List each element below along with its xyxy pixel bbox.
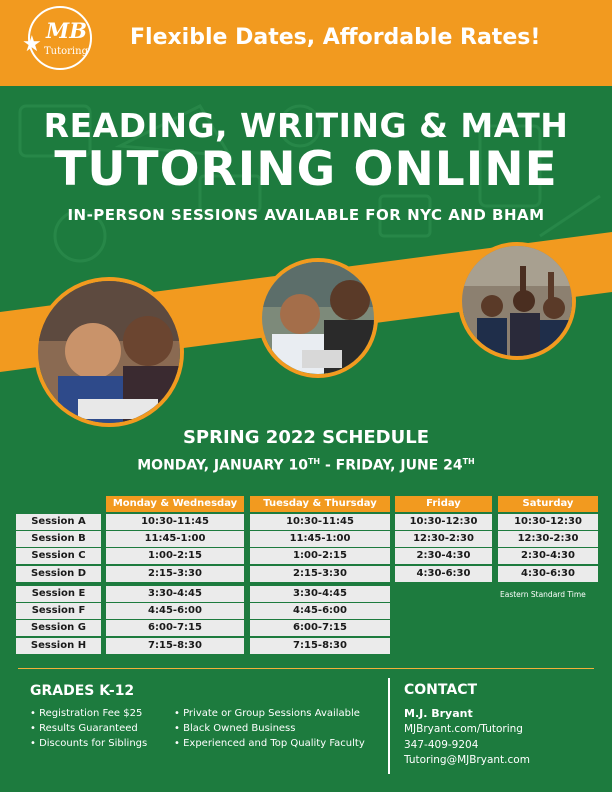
tue-thu-time: 2:15-3:30: [250, 566, 390, 582]
footer-divider: [18, 668, 594, 669]
contact-email-link[interactable]: Tutoring@MJBryant.com: [404, 754, 530, 766]
saturday-time: 2:30-4:30: [498, 548, 598, 564]
dates-end: - FRIDAY, JUNE 24: [320, 457, 463, 474]
list-item: • Experienced and Top Quality Faculty: [174, 738, 365, 749]
headline-subjects: READING, WRITING & MATH: [43, 106, 569, 145]
logo-text: Tutoring: [44, 46, 88, 57]
contact-title: CONTACT: [404, 682, 478, 698]
list-item: • Results Guaranteed: [30, 723, 138, 734]
contact-website-link[interactable]: MJBryant.com/Tutoring: [404, 723, 523, 735]
mon-wed-time: 10:30-11:45: [106, 514, 244, 530]
col-header-friday: Friday: [395, 496, 492, 512]
tue-thu-time: 6:00-7:15: [250, 620, 390, 636]
mon-wed-time: 1:00-2:15: [106, 548, 244, 564]
tue-thu-time: 7:15-8:30: [250, 638, 390, 654]
mon-wed-time: 11:45-1:00: [106, 531, 244, 547]
photo-tutor-reading-with-student: [258, 258, 378, 378]
friday-time: 10:30-12:30: [395, 514, 492, 530]
footer-vertical-divider: [388, 678, 390, 774]
photo-tutor-student-writing: [34, 277, 184, 427]
features-list-right: [174, 706, 365, 751]
mon-wed-time: 6:00-7:15: [106, 620, 244, 636]
session-label: Session D: [16, 566, 101, 582]
schedule-title: SPRING 2022 SCHEDULE: [182, 427, 430, 448]
session-label: Session B: [16, 531, 101, 547]
mon-wed-time: 2:15-3:30: [106, 566, 244, 582]
saturday-time: 4:30-6:30: [498, 566, 598, 582]
session-label: Session F: [16, 603, 101, 619]
mon-wed-time: 4:45-6:00: [106, 603, 244, 619]
logo-initials: MB: [46, 18, 87, 43]
session-label: Session C: [16, 548, 101, 564]
mb-tutoring-logo: [22, 6, 98, 72]
grades-title: GRADES K-12: [30, 683, 135, 699]
list-item: • Discounts for Siblings: [30, 738, 148, 749]
session-label: Session H: [16, 638, 101, 654]
friday-time: 2:30-4:30: [395, 548, 492, 564]
headline-main: TUTORING ONLINE: [54, 142, 558, 197]
mon-wed-time: 7:15-8:30: [106, 638, 244, 654]
tue-thu-time: 10:30-11:45: [250, 514, 390, 530]
saturday-time: 12:30-2:30: [498, 531, 598, 547]
features-list-left: [30, 706, 147, 751]
dates-end-suffix: TH: [462, 457, 475, 466]
tue-thu-time: 4:45-6:00: [250, 603, 390, 619]
tue-thu-time: 1:00-2:15: [250, 548, 390, 564]
session-label: Session A: [16, 514, 101, 530]
col-header-tue-thu: Tuesday & Thursday: [250, 496, 390, 512]
mon-wed-time: 3:30-4:45: [106, 586, 244, 602]
friday-time: 4:30-6:30: [395, 566, 492, 582]
saturday-time: 10:30-12:30: [498, 514, 598, 530]
session-label: Session E: [16, 586, 101, 602]
top-banner: [0, 0, 612, 86]
tue-thu-time: 3:30-4:45: [250, 586, 390, 602]
timezone-note: Eastern Standard Time: [500, 590, 586, 599]
dates-start: MONDAY, JANUARY 10: [137, 457, 308, 474]
headline-in-person: IN-PERSON SESSIONS AVAILABLE FOR NYC AND BHAM: [67, 206, 545, 224]
contact-phone[interactable]: 347-409-9204: [404, 739, 479, 751]
list-item: • Private or Group Sessions Available: [174, 708, 360, 719]
contact-name: M.J. Bryant: [404, 707, 473, 720]
friday-time: 12:30-2:30: [395, 531, 492, 547]
list-item: • Black Owned Business: [174, 723, 296, 734]
list-item: • Registration Fee $25: [30, 708, 143, 719]
photo-classroom-raised-hands: [458, 242, 576, 360]
schedule-dates: [0, 457, 612, 474]
dates-start-suffix: TH: [307, 457, 321, 466]
session-label: Session G: [16, 620, 101, 636]
tue-thu-time: 11:45-1:00: [250, 531, 390, 547]
star-icon: ★: [22, 32, 42, 57]
tagline: Flexible Dates, Affordable Rates!: [130, 25, 541, 50]
col-header-saturday: Saturday: [498, 496, 598, 512]
col-header-mon-wed: Monday & Wednesday: [106, 496, 244, 512]
